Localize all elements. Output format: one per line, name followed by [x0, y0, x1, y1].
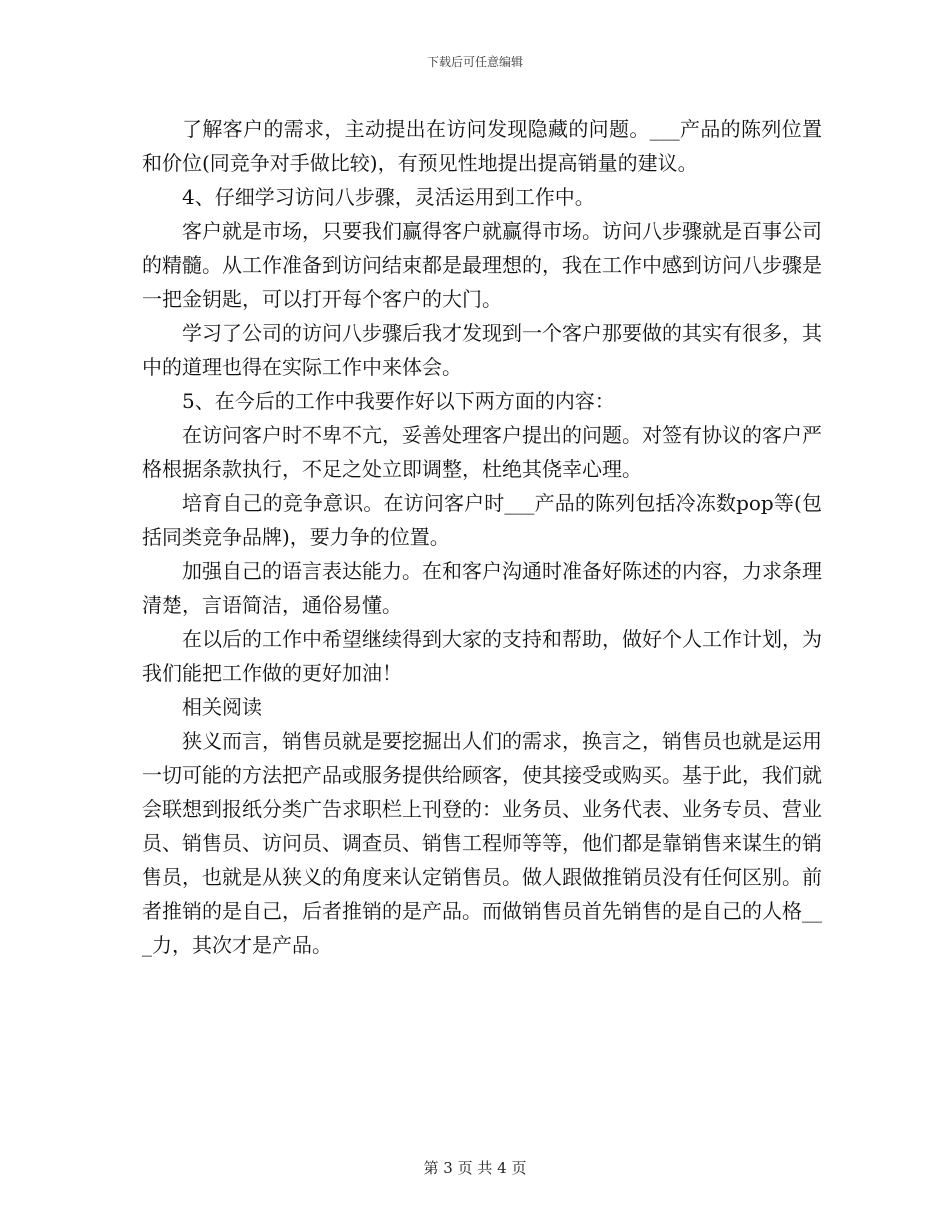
page-header: 下载后可任意编辑: [426, 55, 523, 69]
paragraph-8: 加强自己的语言表达能力。在和客户沟通时准备好陈述的内容，力求条理清楚，言语简洁，通俗易懂。: [142, 559, 822, 617]
page-footer: 第 3 页 共 4 页: [423, 1159, 527, 1177]
paragraph-9: 在以后的工作中希望继续得到大家的支持和帮助，做好个人工作计划，为我们能把工作做的更好加油！: [142, 627, 822, 685]
paragraph-1: 了解客户的需求，主动提出在访问发现隐藏的问题。___产品的陈列位置和价位(同竞争对手做比较)，有预见性地提出提高销量的建议。: [142, 117, 822, 175]
paragraph-2: 4、仔细学习访问八步骤，灵活运用到工作中。: [182, 185, 595, 209]
paragraph-6: 在访问客户时不卑不亢，妥善处理客户提出的问题。对签有协议的客户严格根据条款执行，不足之处立即调整，杜绝其侥幸心理。: [142, 423, 822, 481]
paragraph-7: 培育自己的竞争意识。在访问客户时___产品的陈列包括冷冻数pop等(包括同类竞争品牌)，要力争的位置。: [142, 491, 822, 549]
paragraph-11: 狭义而言，销售员就是要挖掘出人们的需求，换言之，销售员也就是运用一切可能的方法把产品或服务提供给顾客，使其接受或购买。基于此，我们就会联想到报纸分类广告求职栏上刊登的：业务员、业务代表、业务专员、营业员、销售员、访问员、调查员、销售工程师等等，他们都是靠销售来谋生的销售员，也就是从狭义的角度来认定销售员。做人跟做推销员没有任何区别。前者推销的是自己，后者推销的是产品。而做销售员首先销售的是自己的人格___力，其次才是产品。: [142, 729, 822, 957]
section-heading-related-reading: 相关阅读: [182, 695, 262, 719]
paragraph-5: 5、在今后的工作中我要作好以下两方面的内容：: [182, 389, 615, 413]
paragraph-3: 客户就是市场，只要我们赢得客户就赢得市场。访问八步骤就是百事公司的精髓。从工作准备到访问结束都是最理想的，我在工作中感到访问八步骤是一把金钥匙，可以打开每个客户的大门。: [142, 219, 822, 311]
paragraph-4: 学习了公司的访问八步骤后我才发现到一个客户那要做的其实有很多，其中的道理也得在实际工作中来体会。: [142, 321, 822, 379]
document-body: [142, 112, 822, 962]
